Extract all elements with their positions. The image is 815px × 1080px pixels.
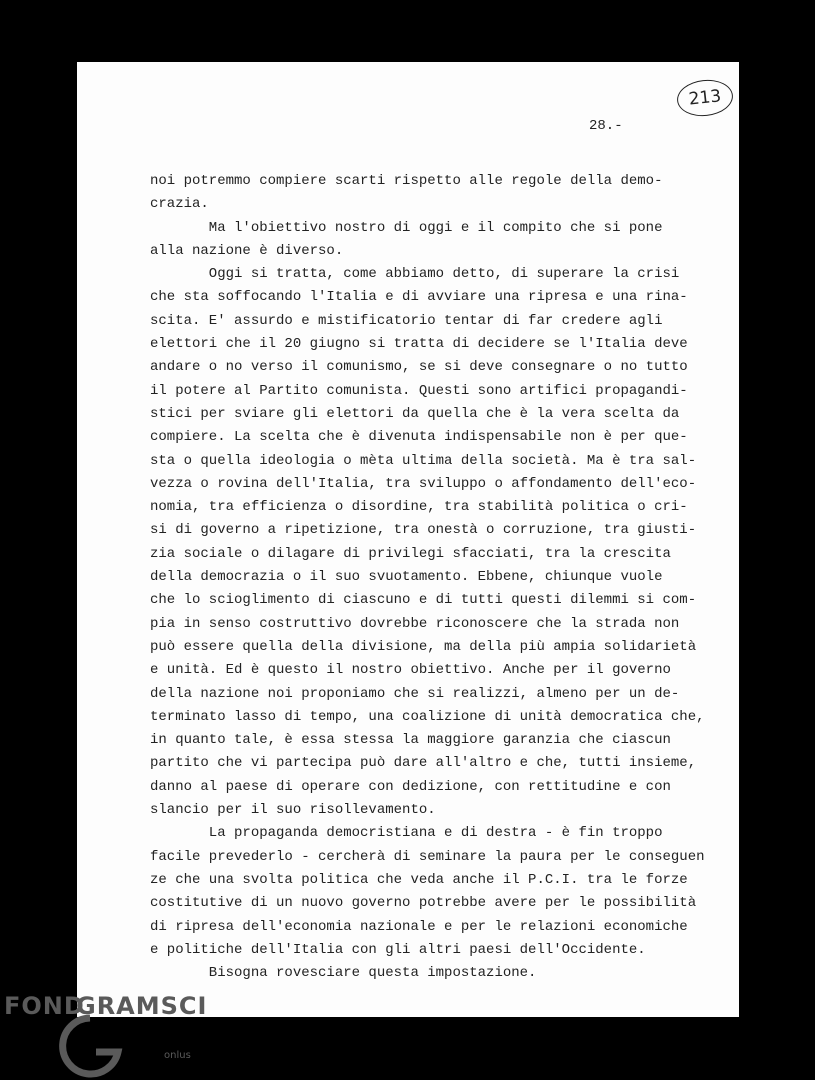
text-line: danno al paese di operare con dedizione, con rettitudine e con — [150, 778, 671, 795]
text-line: nomia, tra efficienza o disordine, tra stabilità politica o cri- — [150, 499, 688, 516]
text-line: ze che una svolta politica che veda anche il P.C.I. tra le forze — [150, 871, 688, 888]
text-line: che sta soffocando l'Italia e di avviare una ripresa e una rina- — [150, 289, 688, 306]
text-line: scita. E' assurdo e mistificatorio tentar di far credere agli — [150, 312, 663, 329]
archive-number: 213 — [687, 86, 723, 110]
text-line: Ma l'obiettivo nostro di oggi e il compito che si pone — [150, 219, 663, 236]
text-line: Bisogna rovesciare questa impostazione. — [150, 965, 537, 982]
text-line: facile prevederlo - cercherà di seminare la paura per le conseguen — [150, 848, 705, 865]
document-page — [77, 62, 739, 1017]
text-line: della democrazia o il suo svuotamento. Ebbene, chiunque vuole — [150, 569, 663, 586]
archive-stamp — [675, 77, 734, 119]
page-number: 28.- — [589, 118, 623, 134]
watermark-gramsci: GRAMSCI — [76, 992, 208, 1020]
text-line: che lo scioglimento di ciascuno e di tutti questi dilemmi si com- — [150, 592, 697, 609]
text-line: terminato lasso di tempo, una coalizione di unità democratica che, — [150, 708, 705, 725]
text-line: di ripresa dell'economia nazionale e per le relazioni economiche — [150, 918, 688, 935]
text-line: e unità. Ed è questo il nostro obiettivo. Anche per il governo — [150, 662, 671, 679]
text-line: vezza o rovina dell'Italia, tra sviluppo o affondamento dell'eco- — [150, 475, 697, 492]
text-line: in quanto tale, è essa stessa la maggiore garanzia che ciascun — [150, 732, 671, 749]
text-line: crazia. — [150, 196, 209, 213]
text-line: stici per sviare gli elettori da quella che è la vera scelta da — [150, 405, 680, 422]
text-line: il potere al Partito comunista. Questi sono artifici propagandi- — [150, 382, 688, 399]
watermark-fond: FOND — [4, 992, 85, 1020]
text-line: partito che vi partecipa può dare all'altro e che, tutti insieme, — [150, 755, 697, 772]
text-line: slancio per il suo risollevamento. — [150, 802, 436, 819]
text-line: andare o no verso il comunismo, se si deve consegnare o no tutto — [150, 359, 688, 376]
text-line: costitutive di un nuovo governo potrebbe avere per le possibilità — [150, 895, 697, 912]
text-line: sta o quella ideologia o mèta ultima della società. Ma è tra sal- — [150, 452, 697, 469]
watermark-logo — [0, 990, 220, 1080]
text-line: Oggi si tratta, come abbiamo detto, di superare la crisi — [150, 266, 680, 283]
text-line: della nazione noi proponiamo che si realizzi, almeno per un de- — [150, 685, 680, 702]
text-line: compiere. La scelta che è divenuta indispensabile non è per que- — [150, 429, 688, 446]
text-line: può essere quella della divisione, ma della più ampia solidarietà — [150, 638, 697, 655]
text-line: e politiche dell'Italia con gli altri paesi dell'Occidente. — [150, 941, 646, 958]
watermark-g-icon — [30, 1008, 170, 1078]
text-line: zia sociale o dilagare di privilegi sfacciati, tra la crescita — [150, 545, 671, 562]
text-line: elettori che il 20 giugno si tratta di decidere se l'Italia deve — [150, 336, 688, 353]
text-line: La propaganda democristiana e di destra - è fin troppo — [150, 825, 663, 842]
watermark-onlus: onlus — [164, 1050, 191, 1061]
text-line: noi potremmo compiere scarti rispetto alle regole della demo- — [150, 173, 663, 189]
typed-text-body — [150, 170, 705, 985]
text-line: alla nazione è diverso. — [150, 242, 344, 259]
text-line: si di governo a ripetizione, tra onestà o corruzione, tra giusti- — [150, 522, 697, 539]
text-line: pia in senso costruttivo dovrebbe riconoscere che la strada non — [150, 615, 680, 632]
